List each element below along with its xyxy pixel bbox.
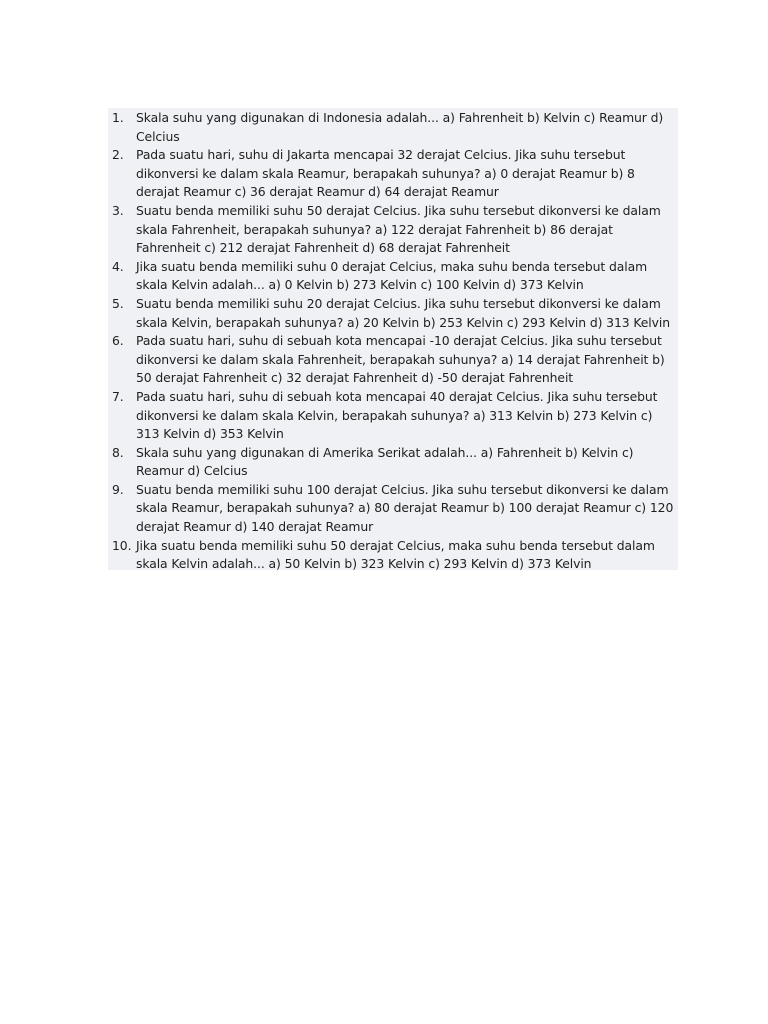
question-list [108,109,678,574]
list-item [108,258,678,295]
list-item [108,146,678,202]
item-text: Pada suatu hari, suhu di Jakarta mencapai 32 derajat Celcius. Jika suhu tersebut dikonversi ke dalam skala Reamur, berapakah suhunya? a) 0 derajat Reamur b) 8 derajat Reamur c) 36 derajat Reamur d) 64 derajat Reamur [136,147,635,200]
item-number: 2. [112,147,124,163]
item-number: 8. [112,444,124,460]
item-number: 7. [112,388,124,404]
item-number: 6. [112,333,124,349]
item-text: Jika suatu benda memiliki suhu 0 derajat Celcius, maka suhu benda tersebut dalam skala Kelvin adalah... a) 0 Kelvin b) 273 Kelvin c) 100 Kelvin d) 373 Kelvin [136,258,648,293]
list-item [108,444,678,481]
item-text: Pada suatu hari, suhu di sebuah kota mencapai -10 derajat Celcius. Jika suhu tersebut dikonversi ke dalam skala Fahrenheit, berapakah suhunya? a) 14 derajat Fahrenheit b) 50 derajat Fahrenheit c) 32 derajat Fahrenheit d) -50 derajat Fahrenheit [136,333,665,386]
item-number: 5. [112,295,124,311]
item-number: 1. [112,110,124,125]
item-text: Suatu benda memiliki suhu 50 derajat Celcius. Jika suhu tersebut dikonversi ke dalam skala Fahrenheit, berapakah suhunya? a) 122 derajat Fahrenheit b) 86 derajat Fahrenheit c) 212 derajat Fahrenheit d) 68 derajat Fahrenheit [136,202,661,256]
list-item [108,481,678,537]
list-item [108,388,678,444]
item-number: 3. [112,202,124,218]
item-text: Skala suhu yang digunakan di Amerika Serikat adalah... a) Fahrenheit b) Kelvin c) Reamur d) Celcius [136,444,634,479]
item-number: 9. [112,481,124,497]
item-text: Pada suatu hari, suhu di sebuah kota mencapai 40 derajat Celcius. Jika suhu tersebut dikonversi ke dalam skala Kelvin, berapakah suhunya? a) 313 Kelvin b) 273 Kelvin c) 313 Kelvin d) 353 Kelvin [136,388,658,442]
question-list-block [108,108,678,570]
list-item [108,332,678,388]
list-item [108,109,678,146]
item-number: 10. [112,537,132,553]
item-text: Suatu benda memiliki suhu 100 derajat Celcius. Jika suhu tersebut dikonversi ke dalam skala Reamur, berapakah suhunya? a) 80 derajat Reamur b) 100 derajat Reamur c) 120 derajat Reamur d) 140 derajat Reamur [136,481,674,535]
item-text: Jika suatu benda memiliki suhu 50 derajat Celcius, maka suhu benda tersebut dalam skala Kelvin adalah... a) 50 Kelvin b) 323 Kelvin c) 293 Kelvin d) 373 Kelvin [136,537,655,572]
list-item [108,295,678,332]
item-number: 4. [112,258,124,274]
list-item [108,202,678,258]
list-item [108,537,678,574]
item-text: Suatu benda memiliki suhu 20 derajat Celcius. Jika suhu tersebut dikonversi ke dalam skala Kelvin, berapakah suhunya? a) 20 Kelvin b) 253 Kelvin c) 293 Kelvin d) 313 Kelvin [136,295,670,330]
item-text: Skala suhu yang digunakan di Indonesia adalah... a) Fahrenheit b) Kelvin c) Reamur d) Celcius [136,110,664,144]
